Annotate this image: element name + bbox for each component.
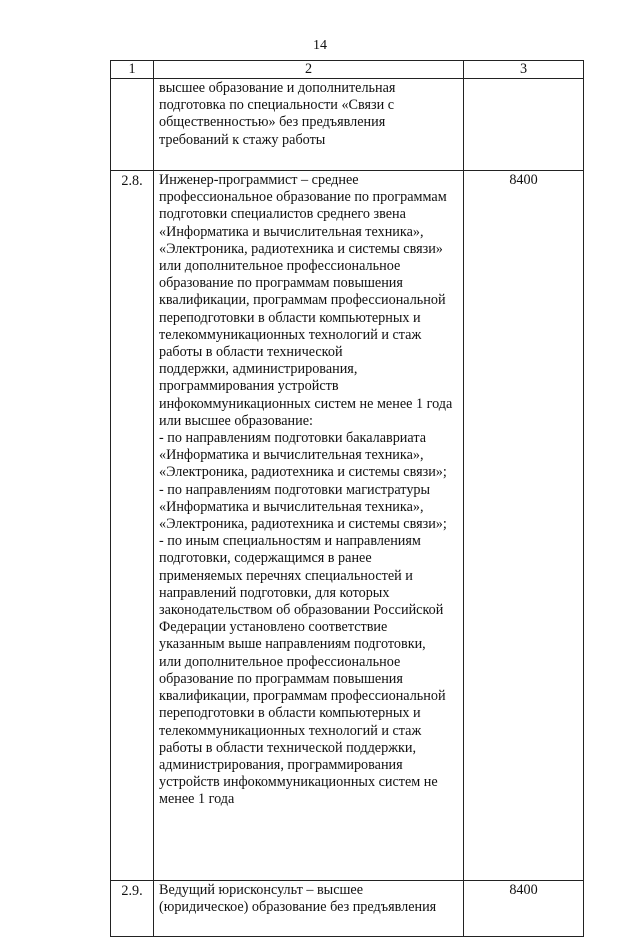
row-number <box>111 79 154 171</box>
text-line: телекоммуникационных технологий и стаж <box>159 326 422 343</box>
text-line: переподготовки в области компьютерных и <box>159 309 421 326</box>
text-line: или высшее образование: <box>159 412 313 429</box>
text-line: Федерации установлено соответствие <box>159 619 388 636</box>
row-number: 2.9. <box>111 881 154 937</box>
text-line: применяемых перечнях специальностей и <box>159 567 413 584</box>
text-line: квалификации, программам профессиональной <box>159 688 446 705</box>
text-line: высшее образование и дополнительная <box>159 80 396 96</box>
text-line: или дополнительное профессиональное <box>159 258 401 275</box>
text-line: программирования устройств <box>159 378 339 395</box>
text-line: менее 1 года <box>159 791 235 808</box>
text-line: «Электроника, радиотехника и системы связи»; <box>159 516 447 533</box>
text-line: работы в области технической поддержки, <box>159 739 417 756</box>
text-line: направлений подготовки, для которых <box>159 584 390 601</box>
column-header-1: 1 <box>111 61 154 79</box>
text-line: подготовки, содержащимся в ранее <box>159 550 372 567</box>
text-line: поддержки, администрирования, <box>159 361 358 378</box>
position-requirements-table <box>110 60 584 937</box>
text-line: администрирования, программирования <box>159 756 403 773</box>
text-line: общественностью» без предъявления <box>159 114 386 131</box>
requirements-text <box>154 171 464 881</box>
text-line: работы в области технической <box>159 344 343 361</box>
rate-value <box>464 79 584 171</box>
text-line: телекоммуникационных технологий и стаж <box>159 722 422 739</box>
text-line: подготовки специалистов среднего звена <box>159 206 406 223</box>
requirements-text <box>154 79 464 171</box>
requirements-text <box>154 881 464 937</box>
column-header-3: 3 <box>464 61 584 79</box>
text-line: - по направлениям подготовки бакалавриата <box>159 430 426 447</box>
text-line: «Информатика и вычислительная техника», <box>159 498 424 515</box>
text-line: требований к стажу работы <box>159 131 326 148</box>
text-line: образование по программам повышения <box>159 670 403 687</box>
text-line: «Информатика и вычислительная техника», <box>159 447 424 464</box>
text-line: подготовка по специальности «Связи с <box>159 97 395 114</box>
text-line: Инженер-программист – среднее <box>159 172 359 188</box>
text-line: образование по программам повышения <box>159 275 403 292</box>
table-row <box>111 881 584 937</box>
text-line: указанным выше направлениям подготовки, <box>159 636 426 653</box>
table-header-row <box>111 61 584 79</box>
text-line: инфокоммуникационных систем не менее 1 года <box>159 395 453 412</box>
text-line: профессиональное образование по программам <box>159 189 447 206</box>
rate-value: 8400 <box>464 171 584 881</box>
text-line: Ведущий юрисконсульт – высшее <box>159 882 364 898</box>
rate-value: 8400 <box>464 881 584 937</box>
table-row <box>111 171 584 881</box>
text-line: (юридическое) образование без предъявления <box>159 899 437 916</box>
text-line: законодательством об образовании Российской <box>159 602 444 619</box>
column-header-2: 2 <box>154 61 464 79</box>
table-row <box>111 79 584 171</box>
text-line: - по иным специальностям и направлениям <box>159 533 421 550</box>
text-line: или дополнительное профессиональное <box>159 653 401 670</box>
text-line: устройств инфокоммуникационных систем не <box>159 774 438 791</box>
text-line: «Информатика и вычислительная техника», <box>159 223 424 240</box>
text-line: «Электроника, радиотехника и системы связи»; <box>159 464 447 481</box>
text-line: - по направлениям подготовки магистратуры <box>159 481 431 498</box>
row-number: 2.8. <box>111 171 154 881</box>
text-line: квалификации, программам профессиональной <box>159 292 446 309</box>
text-line: «Электроника, радиотехника и системы связи» <box>159 240 443 257</box>
text-line: переподготовки в области компьютерных и <box>159 705 421 722</box>
page-number: 14 <box>313 38 327 53</box>
